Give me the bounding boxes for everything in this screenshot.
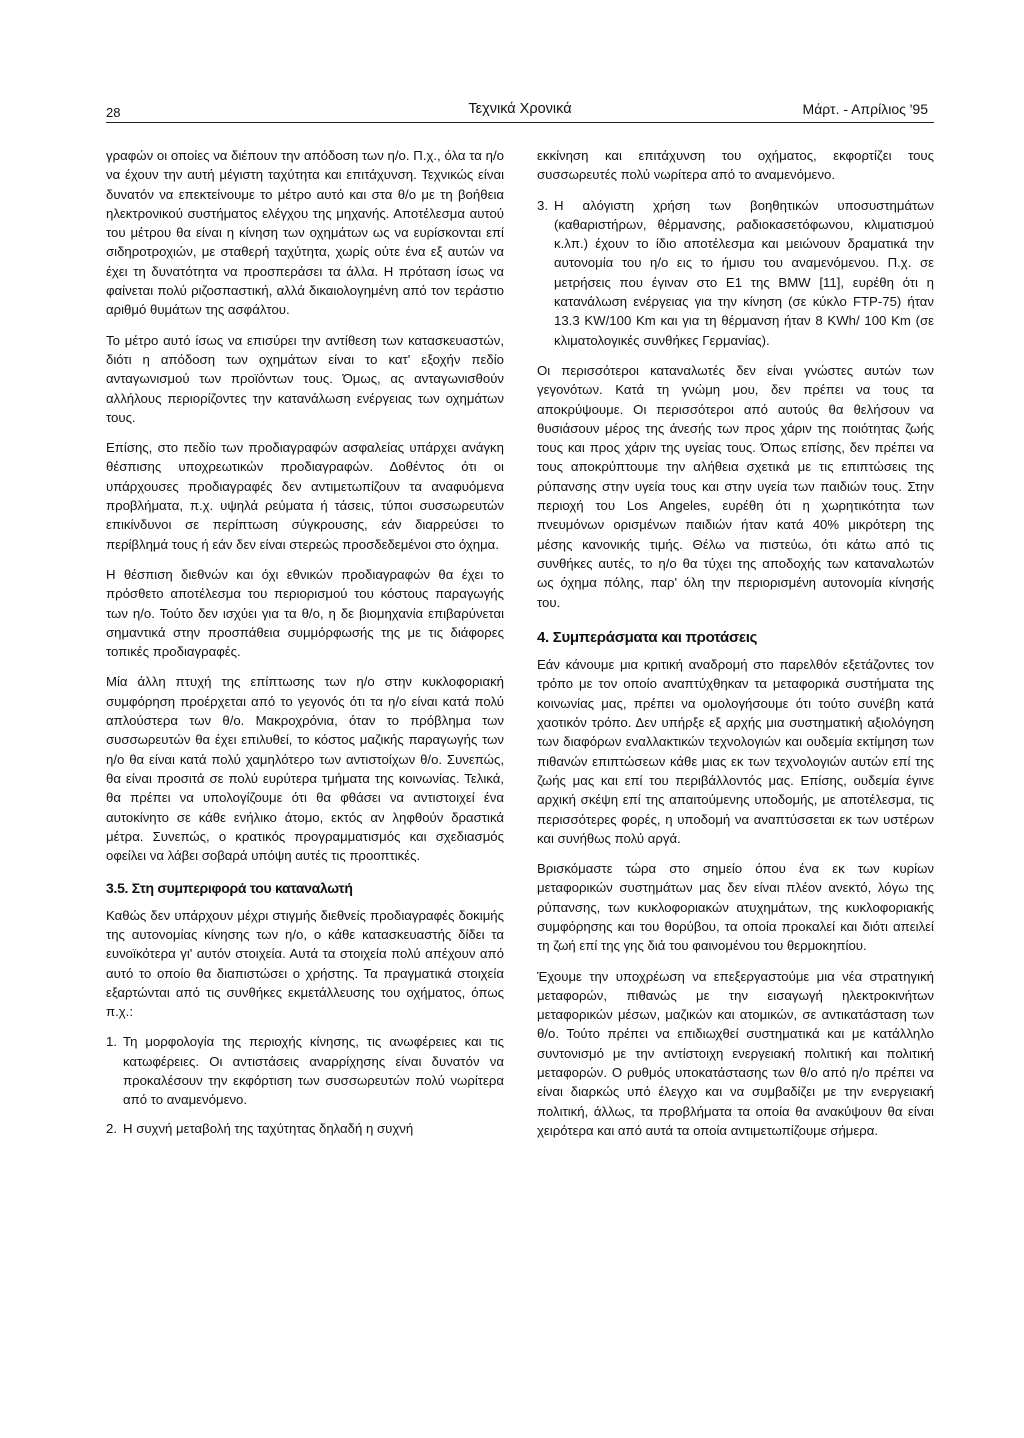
list-number: 3. xyxy=(537,197,548,213)
paragraph: Καθώς δεν υπάρχουν μέχρι στιγμής διεθνείς προδιαγραφές δοκιμής της αυτονομίας κίνησης των η/ο, ο κάθε κατασκευαστής δίδει τα ευνοϊκότερα γι' αυτόν στοιχεία. Αυτά τα στοιχεία πολύ απέχουν από αυτό το οποίο θα διαπιστώσει ο χρήστης. Τα πραγματικά στοιχεία εξαρτώνται από τις συνθήκες εκμετάλλευσης του οχήματος, όπως π.χ.: xyxy=(106,907,504,1020)
paragraph: Το μέτρο αυτό ίσως να επισύρει την αντίθεση των κατασκευαστών, διότι η απόδοση των οχημάτων είναι το κατ' εξοχήν πεδίο ανταγωνισμού των προϊόντων τους. Όμως, ας ανταγωνισθούν αλλήλους περιορίζοντες την κατανάλωση ενέργειας των οχημάτων τους. xyxy=(106,332,504,425)
page-header xyxy=(106,100,934,123)
left-column xyxy=(106,146,504,1149)
list-item xyxy=(106,1119,504,1138)
paragraph: Οι περισσότεροι καταναλωτές δεν είναι γνώστες αυτών των γεγονότων. Κατά τη γνώμη μου, δεν πρέπει να τους τα αποκρύψουμε. Οι περισσότεροι από αυτούς θα θελήσουν να θυσιάσουν μέρος της άνεσής των προς χάριν της ποιότητας ζωής τους και προς χάριν της υγείας τους. Όπως επίσης, δεν πρέπει να τους αποκρύπτουμε την αλήθεια σχετικά με τις επιπτώσεις της ρύπανσης στην υγεία τους και στην υγεία των παιδιών τους. Στην περιοχή του Los Angeles, ευρέθη ότι η χωρητικότητα των πνευμόνων ορισμένων παιδιών ήταν κατά 40% μικρότερη της μέσης κανονικής τιμής. Θέλω να πιστεύω, ότι κάτω από τις συνθήκες αυτές, το η/ο θα τύχει της αποδοχής των καταναλωτών ως όχημα πόλης, παρ' όλη την περιορισμένη αυτονομία κίνησής του. xyxy=(537,362,934,610)
list-item-text: Η αλόγιστη χρήση των βοηθητικών υποσυστημάτων (καθαριστήρων, θέρμανσης, ραδιοκασετόφωνου, κλιματισμού κ.λπ.) έχουν το ίδιο αποτέλεσμα και μειώνουν δραματικά την αυτονομία του η/ο εις το ήμισυ του αναμενόμενου. Π.χ. σε μετρήσεις που έγιναν στο Ε1 της BMW [11], ευρέθη ότι η κατανάλωση ενέργειας για την κίνηση (σε κύκλο FTP-75) ήταν 13.3 KW/100 Km και για τη θέρμανση ήταν 8 KWh/ 100 Km (σε κλιματολογικές συνθήκες Γερμανίας). xyxy=(554,197,934,348)
right-column xyxy=(537,146,934,1151)
paragraph: Επίσης, στο πεδίο των προδιαγραφών ασφαλείας υπάρχει ανάγκη θέσπισης υποχρεωτικών προδιαγραφών. Δοθέντος ότι οι υπάρχουσες προδιαγραφές δεν αντιμετωπίζουν τα αναφυόμενα προβλήματα, π.χ. υψηλά ρεύματα ή τάσεις, τύποι συσσωρευτών επικίνδυνοι σε περίπτωση σύγκρουσης, εάν διαρρεύσει το περίβλημά τους ή εάν δεν είναι στερεώς προσδεδεμένοι στο όχημα. xyxy=(106,440,504,552)
paragraph: Βρισκόμαστε τώρα στο σημείο όπου ένα εκ των κυρίων μεταφορικών συστημάτων μας δεν είναι πλέον ανεκτό, λόγω της ρύπανσης, των κυκλοφοριακών ατυχημάτων, της κυκλοφοριακής συμφόρησης και του θορύβου, τα οποία προκαλεί και διότι απειλεί τη ζωή επί της γης διά του φαινομένου του θερμοκηπίου. xyxy=(537,861,934,954)
page-number: 28 xyxy=(106,105,121,120)
list-number: 1. xyxy=(106,1034,117,1050)
paragraph: εκκίνηση και επιτάχυνση του οχήματος, εκφορτίζει τους συσσωρευτές πολύ νωρίτερα από το αναμενόμενο. xyxy=(537,148,934,183)
list-item xyxy=(106,1032,504,1109)
numbered-list xyxy=(537,196,934,350)
paragraph: Η θέσπιση διεθνών και όχι εθνικών προδιαγραφών θα έχει το πρόσθετο αποτέλεσμα του περιορισμού του κόστους παραγωγής των η/ο. Τούτο δεν ισχύει για τα θ/ο, η δε βιομηχανία επιβαρύνεται σημαντικά στην προσπάθεια συμμόρφωσής της με τις διάφορες τοπικές προδιαγραφές. xyxy=(106,566,504,660)
list-item-text: Τη μορφολογία της περιοχής κίνησης, τις ανωφέρειες και τις κατωφέρειες. Οι αντιστάσεις αναρρίχησης είναι δυνατόν να προκαλέσουν την εκφόρτιση των συσσωρευτών πολύ νωρίτερα από το αναμενόμενο. xyxy=(123,1034,504,1108)
list-item-text: Η συχνή μεταβολή της ταχύτητας δηλαδή η συχνή xyxy=(123,1120,414,1136)
issue-date: Μάρτ. - Απρίλιος '95 xyxy=(802,101,928,117)
paragraph: Μία άλλη πτυχή της επίπτωσης των η/ο στην κυκλοφοριακή συμφόρηση προέρχεται από το γεγονός ότι τα η/ο είναι κατά πολύ απλούστερα των θ/ο. Μακροχρόνια, όταν το πρόβλημα των συσσωρευτών θα έχει επιλυθεί, το κόστος μαζικής παραγωγής των η/ο θα είναι κατά πολύ χαμηλότερο των αντιστοίχων θ/ο. Συνεπώς, θα είναι προσιτά σε πολύ ευρύτερα τμήματα της κοινωνίας. Τελικά, θα πρέπει να υπολογίζουμε ότι θα φθάσει να αντιστοιχεί ένα αυτοκίνητο σε κάθε ενήλικο άτομο, εκτός αν ληφθούν δραστικά μέτρα. Συνεπώς, ο κρατικός προγραμματισμός και σχεδιασμός οφείλει να λάβει σοβαρά υπόψη αυτές τις προοπτικές. xyxy=(106,674,504,864)
paragraph: γραφών οι οποίες να διέπουν την απόδοση των η/ο. Π.χ., όλα τα η/ο να έχουν την αυτή μέγιστη ταχύτητα και επιτάχυνση. Τεχνικώς είναι δυνατόν να επεκτείνουμε το μέτρο αυτό και στα θ/ο με τη βοήθεια ηλεκτρονικού συστήματος ελέγχου της μηχανής. Αποτέλεσμα αυτού του μέτρου θα είναι η κίνηση των οχημάτων ως να ευρίσκονται επί σιδηροτροχιών, με σταθερή ταχύτητα, χωρίς ούτε ένα εξ αυτών να έχει τη δυνατότητα να προσπεράσει τα άλλα. Η πρόταση ίσως να φαίνεται πολύ ριζοσπαστική, αλλά δικαιολογημένη από τον τεράστιο αριθμό θυμάτων της ασφάλτου. xyxy=(106,148,504,318)
paragraph: Έχουμε την υποχρέωση να επεξεργαστούμε μια νέα στρατηγική μεταφορών, πιθανώς με την εισαγωγή ηλεκτροκινήτων μεταφορικών μέσων, μαζικών και ατομικών, σε αντικατάσταση των θ/ο. Τούτο πρέπει να επιδιωχθεί συστηματικά και με κατάλληλο συντονισμό με την αντίστοιχη ενεργειακή πολιτική και πολιτική μεταφορών. Ο ρυθμός υποκατάστασης των θ/ο από η/ο πρέπει να είναι διαρκώς υπό έλεγχο και να συμβαδίζει με την ενεργειακή πολιτική, άλλως, τα προβλήματα τα οποία θα ανακύψουν θα είναι χειρότερα και από αυτά τα οποία αντιμετωπίζουμε σήμερα. xyxy=(537,968,934,1138)
paragraph: Εάν κάνουμε μια κριτική αναδρομή στο παρελθόν εξετάζοντες τον τρόπο με τον οποίο αναπτύχθηκαν τα μεταφορικά συστήματα της κοινωνίας μας, πρέπει να ομολογήσουμε ότι τούτο συνέβη κατά χαοτικόν τρόπο. Δεν υπήρξε εξ αρχής μια συστηματική αξιολόγηση των διαφόρων εναλλακτικών τεχνολογιών και ουδεμία εκτίμηση των πιθανών επιπτώσεων κάθε μιας εκ των τεχνολογιών αυτών επί της ζωής μας και επί του περιβάλλοντός μας. Επίσης, ουδεμία έγινε αρχική σκέψη επί της απαιτούμενης υποδομής, με αποτέλεσμα, τις περισσότερες φορές, η υποδομή να αναπτύσσεται εκ των υστέρων και συνήθως πολύ αργά. xyxy=(537,657,934,846)
numbered-list xyxy=(106,1032,504,1137)
section-heading-3-5: 3.5. Στη συμπεριφορά του καταναλωτή xyxy=(106,880,353,897)
section-heading-4: 4. Συμπεράσματα και προτάσεις xyxy=(537,628,758,646)
list-item xyxy=(537,196,934,350)
list-number: 2. xyxy=(106,1120,117,1136)
journal-title: Τεχνικά Χρονικά xyxy=(468,101,572,117)
